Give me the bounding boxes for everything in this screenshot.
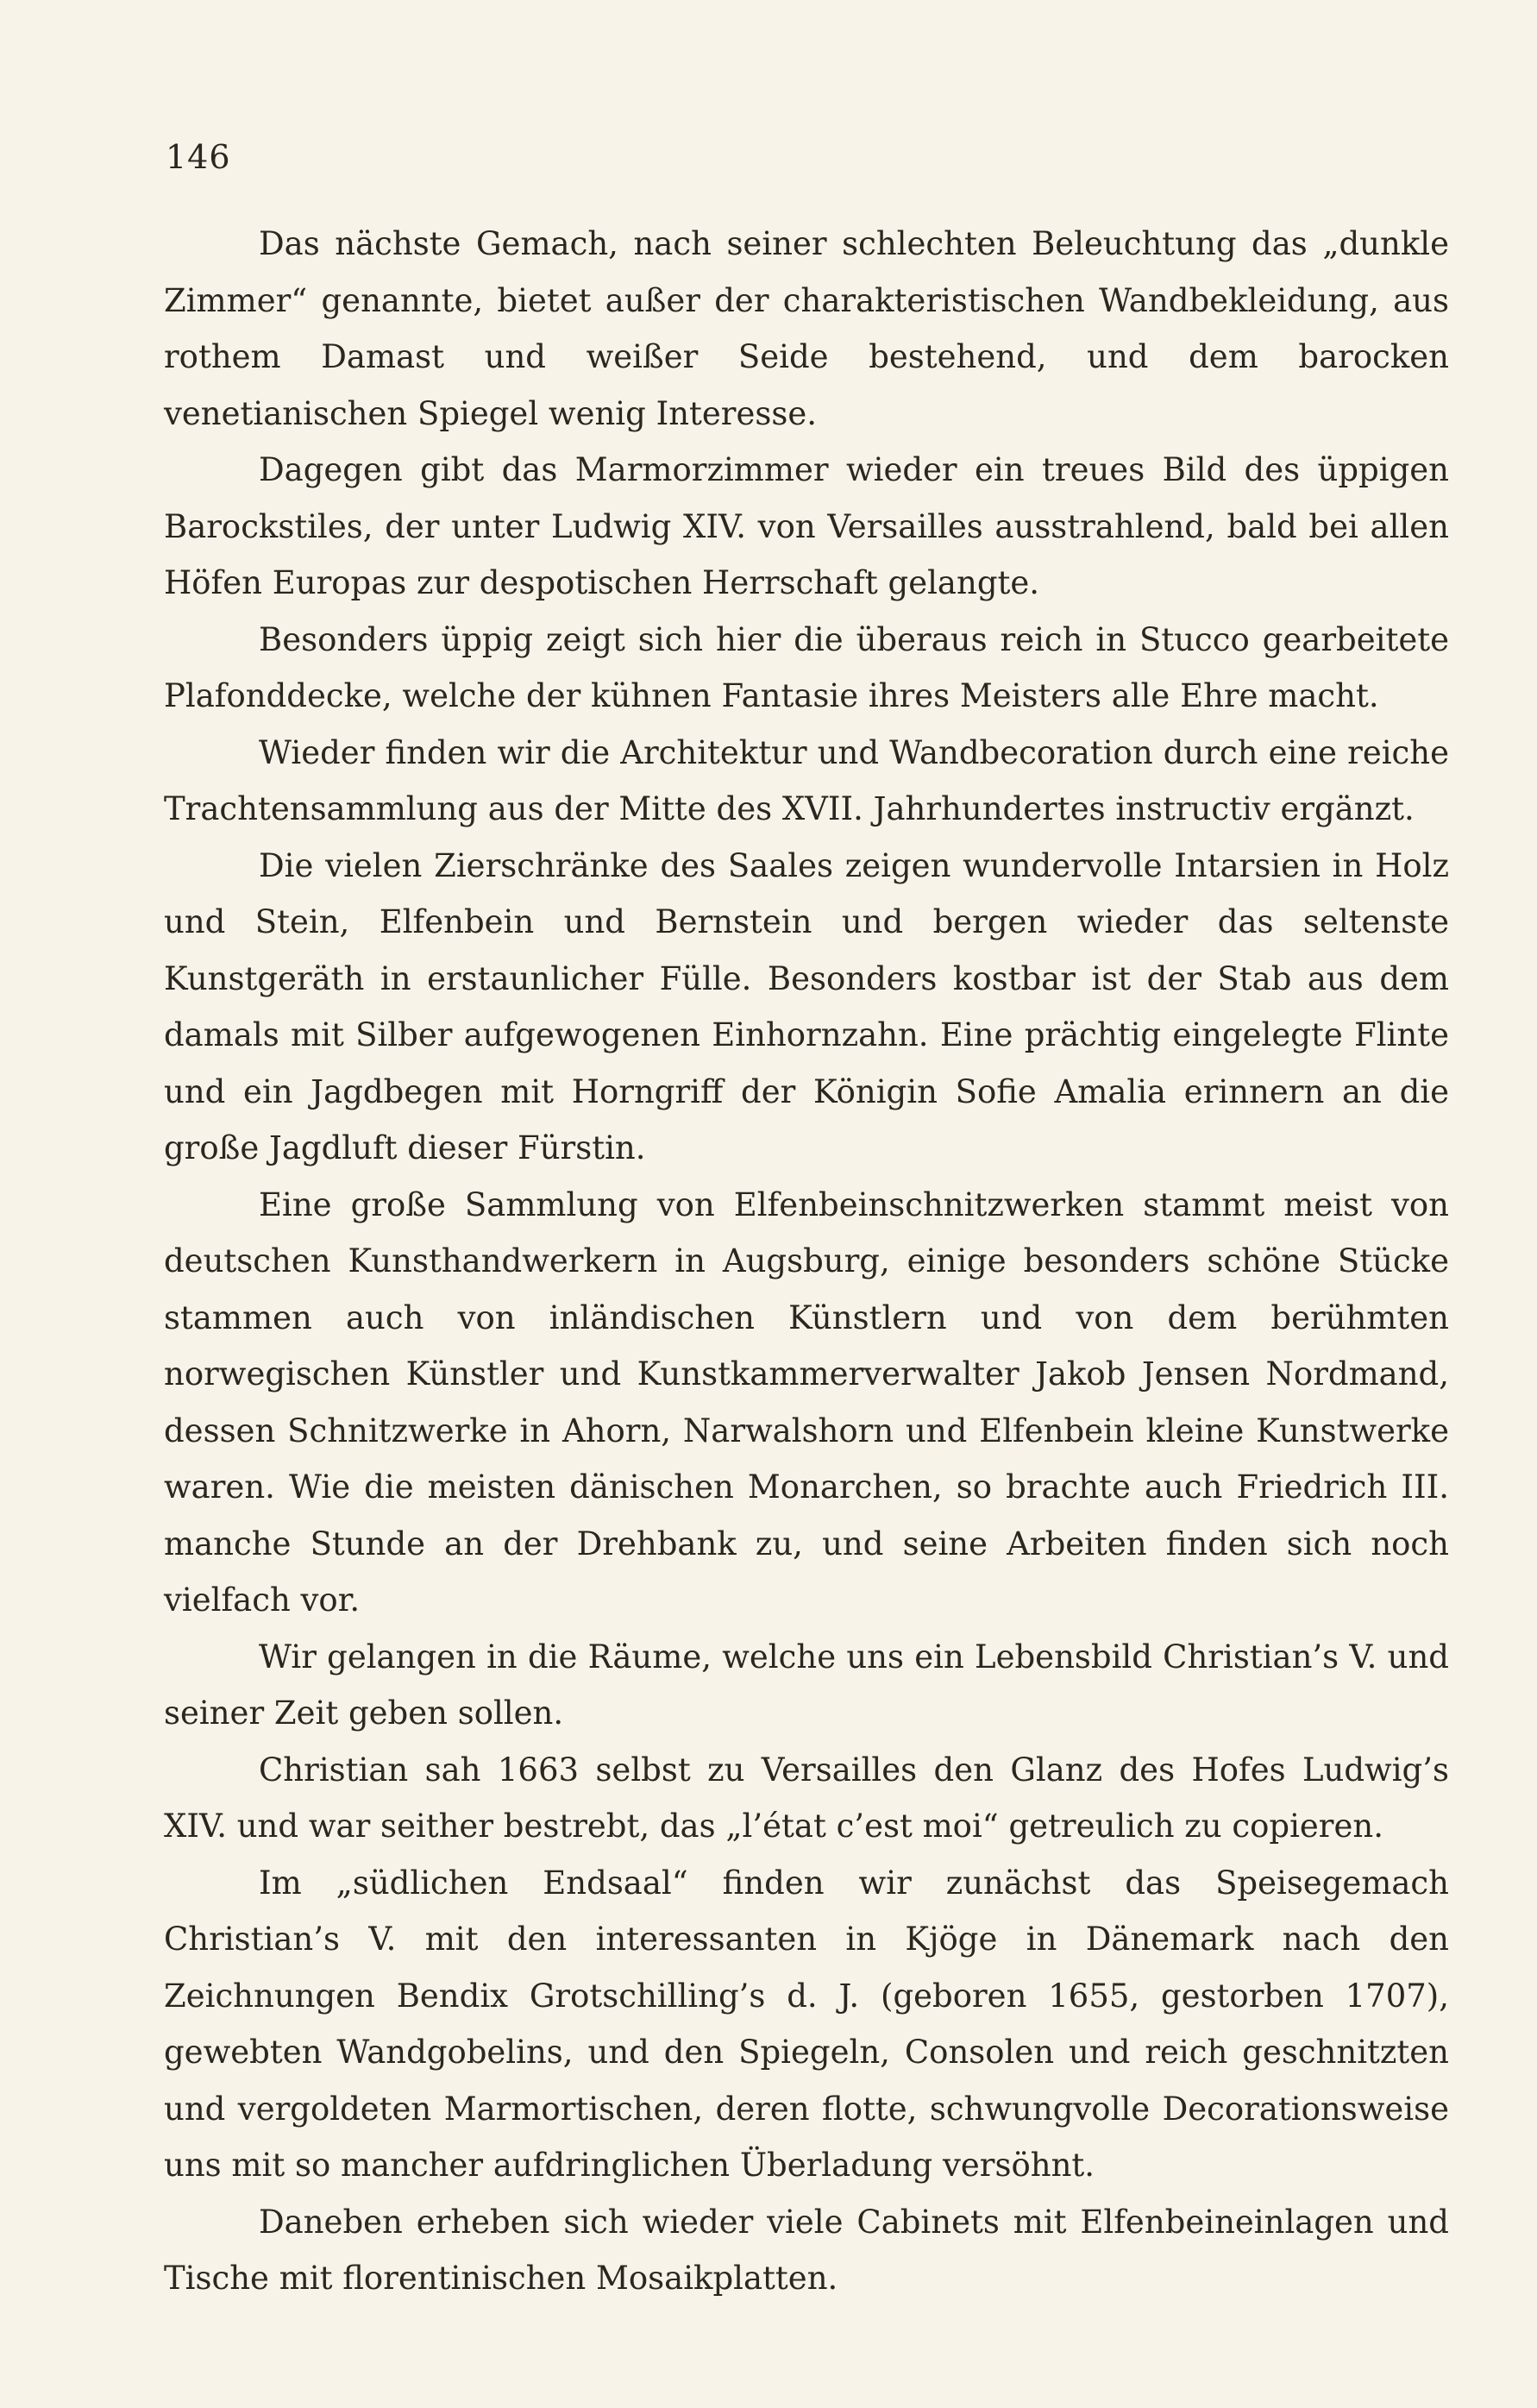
paragraph: Das nächste Gemach, nach seiner schlechten Beleuchtung das „dunkle Zimmer“ genannte, bietet außer der charakteristischen Wandbekleidung, aus rothem Damast und weißer Seide bestehend, und dem barocken venetianischen Spiegel wenig Interesse. <box>164 225 1449 432</box>
page-number: 146 <box>166 138 231 176</box>
paragraph: Wir gelangen in die Räume, welche uns ein Lebensbild Christian’s V. und seiner Zeit geben sollen. <box>164 1638 1449 1732</box>
paragraph: Im „südlichen Endsaal“ finden wir zunächst das Speisegemach Christian’s V. mit den interessanten in Kjöge in Dänemark nach den Zeichnungen Bendix Grotschilling’s d. J. (geboren 1655, gestorben 1707), gewebten Wandgobelins, und den Spiegeln, Consolen und reich geschnitzten und vergoldeten Marmortischen, deren flotte, schwungvolle Decorationsweise uns mit so mancher aufdringlichen Überladung versöhnt. <box>164 1864 1449 2184</box>
paragraph: Wieder finden wir die Architektur und Wandbecoration durch eine reiche Trachtensammlung aus der Mitte des XVII. Jahrhundertes instructiv ergänzt. <box>164 733 1449 827</box>
paragraph: Christian sah 1663 selbst zu Versailles den Glanz des Hofes Ludwig’s XIV. und war seither bestrebt, das „l’état c’est moi“ getreulich zu copieren. <box>164 1751 1449 1845</box>
paragraph: Eine große Sammlung von Elfenbeinschnitzwerken stammt meist von deutschen Kunsthandwerkern in Augsburg, einige besonders schöne Stücke stammen auch von inländischen Künstlern und von dem berühmten norwegischen Künstler und Kunstkammerverwalter Jakob Jensen Nordmand, dessen Schnitzwerke in Ahorn, Narwalshorn und Elfenbein kleine Kunstwerke waren. Wie die meisten dänischen Monarchen, so brachte auch Friedrich III. manche Stunde an der Drehbank zu, und seine Arbeiten finden sich noch vielfach vor. <box>164 1185 1449 1619</box>
paragraph: Besonders üppig zeigt sich hier die überaus reich in Stucco gearbeitete Plafonddecke, welche der kühnen Fantasie ihres Meisters alle Ehre macht. <box>164 620 1449 714</box>
paragraph: Dagegen gibt das Marmorzimmer wieder ein treues Bild des üppigen Barockstiles, der unter Ludwig XIV. von Versailles ausstrahlend, bald bei allen Höfen Europas zur despotischen Herrschaft gelangte. <box>164 451 1449 601</box>
body-text <box>164 216 1449 2307</box>
paragraph: Daneben erheben sich wieder viele Cabinets mit Elfenbeineinlagen und Tische mit florentinischen Mosaikplatten. <box>164 2203 1449 2297</box>
paragraph: Die vielen Zierschränke des Saales zeigen wundervolle Intarsien in Holz und Stein, Elfenbein und Bernstein und bergen wieder das seltenste Kunstgeräth in erstaunlicher Fülle. Besonders kostbar ist der Stab aus dem damals mit Silber aufgewogenen Einhornzahn. Eine prächtig eingelegte Flinte und ein Jagdbegen mit Horngriff der Königin Sofie Amalia erinnern an die große Jagdluft dieser Fürstin. <box>164 846 1449 1166</box>
